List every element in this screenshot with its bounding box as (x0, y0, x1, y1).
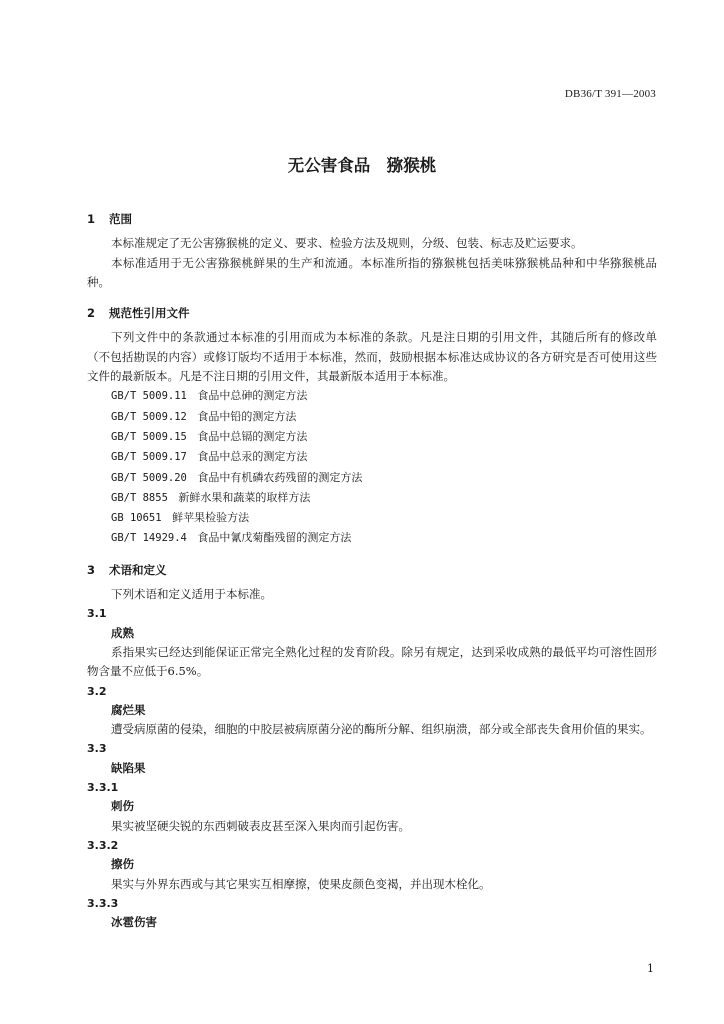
section-number: 2 (87, 306, 96, 321)
paragraph: 本标准规定了无公害猕猴桃的定义、要求、检验方法及规则，分级、包装、标志及贮运要求。 (111, 236, 583, 251)
reference-item: GB/T 5009.15 食品中总镉的测定方法 (111, 429, 308, 443)
reference-item: GB/T 14929.4 食品中氰戊菊酯残留的测定方法 (111, 531, 352, 545)
page-number: 1 (647, 962, 654, 975)
section-number: 1 (87, 212, 96, 226)
section-title: 术语和定义 (109, 562, 167, 577)
paragraph: 下列术语和定义适用于本标准。 (111, 587, 272, 602)
term-name: 成熟 (111, 625, 134, 640)
term-name: 擦伤 (111, 857, 134, 872)
paragraph: 本标准适用于无公害猕猴桃鲜果的生产和流通。本标准所指的猕猴桃包括美味猕猴桃品种和中华猕猴桃品种。 (87, 255, 657, 289)
reference-item: GB/T 5009.20 食品中有机磷农药残留的测定方法 (111, 470, 363, 484)
clause-number: 3.2 (87, 684, 107, 698)
section-heading-1 (87, 210, 657, 229)
reference-item: GB 10651 鲜苹果检验方法 (111, 511, 250, 525)
term-definition: 系指果实已经达到能保证正常完全熟化过程的发育阶段。除另有规定，达到采收成熟的最低平均可溶性固形物含量不应低于6.5%。 (87, 644, 657, 679)
clause-number: 3.1 (87, 607, 107, 621)
term-name: 冰雹伤害 (111, 915, 157, 930)
section-heading-2 (87, 304, 657, 323)
section-title: 规范性引用文件 (109, 306, 190, 321)
clause-number: 3.3 (87, 742, 107, 756)
term-name: 腐烂果 (111, 702, 146, 717)
clause-number: 3.3.2 (87, 838, 119, 852)
term-definition: 果实被坚硬尖锐的东西刺破表皮甚至深入果肉而引起伤害。 (111, 818, 410, 833)
document-title: 无公害食品 猕猴桃 (287, 156, 437, 175)
clause-number: 3.3.3 (87, 896, 119, 910)
section-heading-3 (87, 561, 657, 580)
term-name: 缺陷果 (111, 760, 146, 775)
reference-item: GB/T 5009.12 食品中铅的测定方法 (111, 409, 297, 423)
section-number: 3 (87, 562, 96, 577)
standard-code: DB36/T 391—2003 (564, 88, 656, 100)
clause-number: 3.3.1 (87, 781, 119, 795)
term-definition: 遭受病原菌的侵染，细胞的中胶层被病原菌分泌的酶所分解、组织崩溃，部分或全部丧失食用价值的果实。 (111, 722, 652, 737)
document-body (87, 206, 657, 932)
paragraph: 下列文件中的条款通过本标准的引用而成为本标准的条款。凡是注日期的引用文件，其随后所有的修改单（不包括勘误的内容）或修订版均不适用于本标准，然而，鼓励根据本标准达成协议的各方研究是否可使用这些文件的最新版本。凡是不注日期的引用文件，其最新版本适用于本标准。 (87, 330, 657, 384)
term-definition: 果实与外界东西或与其它果实互相摩擦，使果皮颜色变褐，并出现木栓化。 (111, 876, 491, 891)
term-name: 刺伤 (111, 799, 134, 814)
reference-item: GB/T 8855 新鲜水果和蔬菜的取样方法 (111, 490, 311, 504)
section-title: 范围 (109, 212, 132, 226)
reference-item: GB/T 5009.17 食品中总汞的测定方法 (111, 450, 308, 464)
reference-item: GB/T 5009.11 食品中总砷的测定方法 (111, 389, 308, 403)
